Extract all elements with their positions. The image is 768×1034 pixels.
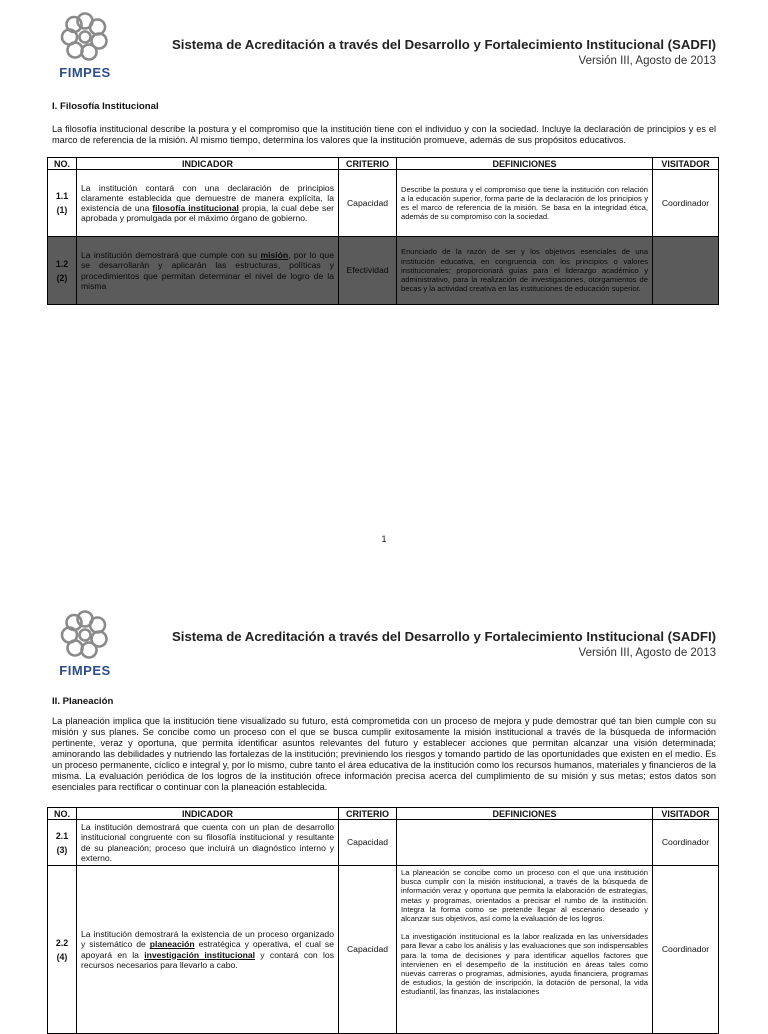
row-number: 1.1 [55, 191, 69, 201]
definition-paragraph: La investigación institucional es la labor realizada en las universidades para llevar a cabo los análisis y las evaluaciones que son indispensables para la toma de decisiones y para identificar aquellos factores que intervienen en el desempeño de la institución en áreas tales como nuevas carreras o programas, admisiones, ayuda financiera, programas de estudios, la gestión de inscripción, la dotación de personal, la vida estudiantil, las finanzas, las instalaciones [401, 932, 648, 997]
table-row [48, 866, 719, 1034]
indicator-keyword: planeación [149, 939, 195, 950]
row-subnumber: (4) [56, 951, 68, 962]
criterion-cell: Efectividad [339, 237, 397, 305]
header-indicador: INDICADOR [77, 808, 339, 820]
table-row [48, 820, 719, 866]
header-no: NO. [48, 808, 77, 820]
indicator-text: estratégica y operativa, el cual se apoyará en la [81, 939, 335, 960]
table-row [48, 170, 719, 237]
definition-cell [397, 866, 653, 1034]
row-number-cell [48, 866, 77, 1034]
row-subnumber: (2) [56, 272, 68, 283]
indicators-table [47, 157, 719, 305]
document-header [172, 37, 716, 67]
indicators-table [47, 807, 719, 1034]
definition-cell [397, 820, 653, 866]
row-number: 2.2 [55, 937, 69, 948]
header-criterio: CRITERIO [339, 158, 397, 170]
indicator-text: La institución demostrará la existencia de un proceso organizado y sistemático de [81, 929, 334, 950]
page-number: 1 [381, 534, 387, 544]
row-number-cell [48, 170, 77, 237]
indicator-keyword: filosofía institucional [152, 203, 239, 213]
fimpes-logo [50, 608, 120, 678]
criterion-cell: Capacidad [339, 866, 397, 1034]
header-definiciones: DEFINICIONES [397, 158, 653, 170]
indicator-cell: La institución demostrará que cuenta con un plan de desarrollo institucional congruente con su filosofía institucional y resultante de su planeación; proceso que incluirá un diagnóstico interno y externo. [77, 820, 339, 866]
indicator-keyword: investigación institucional [144, 949, 256, 960]
row-subnumber: (3) [56, 844, 68, 855]
table-header-row [48, 808, 719, 820]
indicator-keyword: misión [260, 250, 289, 261]
row-number-cell [48, 820, 77, 866]
indicator-text: propia, la cual debe ser aprobada y promulgada por el máximo órgano de gobierno. [81, 203, 334, 224]
table-header-row [48, 158, 719, 170]
section-intro: La filosofía institucional describe la postura y el compromiso que la institución tiene con el individuo y con la sociedad. Incluye la declaración de principios y es el marco de referencia de la misión. Al mismo tiempo, determina los valores que la institución promueve, además de sus propósitos educativos. [52, 124, 716, 145]
indicator-text: La institución contará con una declaración de principios claramente establecida que demuestre de manera explícita, la existencia de una [81, 182, 334, 213]
document-version: Versión III, Agosto de 2013 [578, 647, 716, 659]
header-visitador: VISITADOR [653, 808, 719, 820]
indicator-text: La institución demostrará que cumple con su [81, 250, 261, 261]
document-title: Sistema de Acreditación a través del Desarrollo y Fortalecimiento Institucional (SADFI) [171, 629, 716, 644]
header-indicador: INDICADOR [77, 158, 339, 170]
document-title: Sistema de Acreditación a través del Desarrollo y Fortalecimiento Institucional (SADFI) [171, 37, 716, 52]
document-header [172, 629, 716, 659]
logo-text: FIMPES [59, 663, 111, 678]
visitor-cell: Coordinador [653, 820, 719, 866]
document-version: Versión III, Agosto de 2013 [578, 55, 716, 67]
header-criterio: CRITERIO [339, 808, 397, 820]
fimpes-logo [50, 10, 120, 80]
indicator-text: y contará con los recursos necesarios para llevarlo a cabo. [81, 949, 334, 970]
row-number: 2.1 [55, 830, 69, 841]
section-title: II. Planeación [52, 696, 114, 707]
definition-cell: Describe la postura y el compromiso que tiene la institución con relación a la educación superior, forma parte de la declaración de los principios y es el marco de referencia de la misión. Se basa en la integridad ética, además de su compromiso con la sociedad. [397, 170, 653, 237]
logo-text: FIMPES [59, 65, 111, 80]
flower-logo-icon [58, 608, 112, 662]
visitor-cell: Coordinador [653, 866, 719, 1034]
row-subnumber: (1) [56, 205, 68, 215]
section-intro: La planeación implica que la institución tiene visualizado su futuro, está comprometida con un proceso de mejora y pude demostrar qué tan bien cumple con su misión y sus planes. Se concibe como un proceso con el que se busca cumplir exitosamente la misión institucional a través de la búsqueda de información pertinente, veraz y oportuna, que permita identificar asuntos relevantes del futuro y establecer acciones que permitan alcanzar una visión determinada; aminorando las debilidades y nutriendo las fortalezas de la institución; previniendo los riesgos y tomando partido de las oportunidades que existen en el medio. Es un proceso permanente, cíclico e integral y, por lo mismo, cubre tanto el área educativa de la institución como los recursos humanos, materiales y financieros de la misma. La evaluación periódica de los logros de la institución ofrece información precisa acerca del cumplimiento de su misión y sus metas; estos datos son esenciales para rectificar o continuar con la planeación establecida. [52, 716, 716, 792]
indicator-cell [77, 866, 339, 1034]
section-title: I. Filosofía Institucional [52, 101, 159, 112]
criterion-cell: Capacidad [339, 170, 397, 237]
header-visitador: VISITADOR [653, 158, 719, 170]
row-number-cell [48, 237, 77, 305]
document-page-2 [0, 600, 768, 1024]
definition-paragraph: La planeación se concibe como un proceso con el que una institución busca cumplir con la misión institucional, a través de la búsqueda de información veraz y oportuna que permita la elaboración de estrategias, metas y programas, orientados a precisar el rumbo de la institución. Integra la forma como se pretende llegar al escenario deseado y alcanzar sus objetivos, así como la evaluación de los logros. [401, 868, 648, 924]
indicator-cell [77, 237, 339, 305]
header-definiciones: DEFINICIONES [397, 808, 653, 820]
indicator-text: , por lo que se desarrollarán y aplicarán las estructuras, políticas y procedimientos que permitan determinar el nivel de logro de la misma [81, 250, 334, 291]
visitor-cell [653, 237, 719, 305]
indicator-cell [77, 170, 339, 237]
definition-cell: Enunciado de la razón de ser y los objetivos esenciales de una institución educativa, en congruencia con los principios o valores institucionales; proporcionará guías para el liderazgo académico y administrativo, para la realización de investigaciones, otorgamientos de becas y la actividad creativa en las instituciones de educación superior. [397, 237, 653, 305]
flower-logo-icon [58, 10, 112, 64]
criterion-cell: Capacidad [339, 820, 397, 866]
table-row [48, 237, 719, 305]
visitor-cell: Coordinador [653, 170, 719, 237]
row-number: 1.2 [55, 258, 69, 269]
header-no: NO. [48, 158, 77, 170]
